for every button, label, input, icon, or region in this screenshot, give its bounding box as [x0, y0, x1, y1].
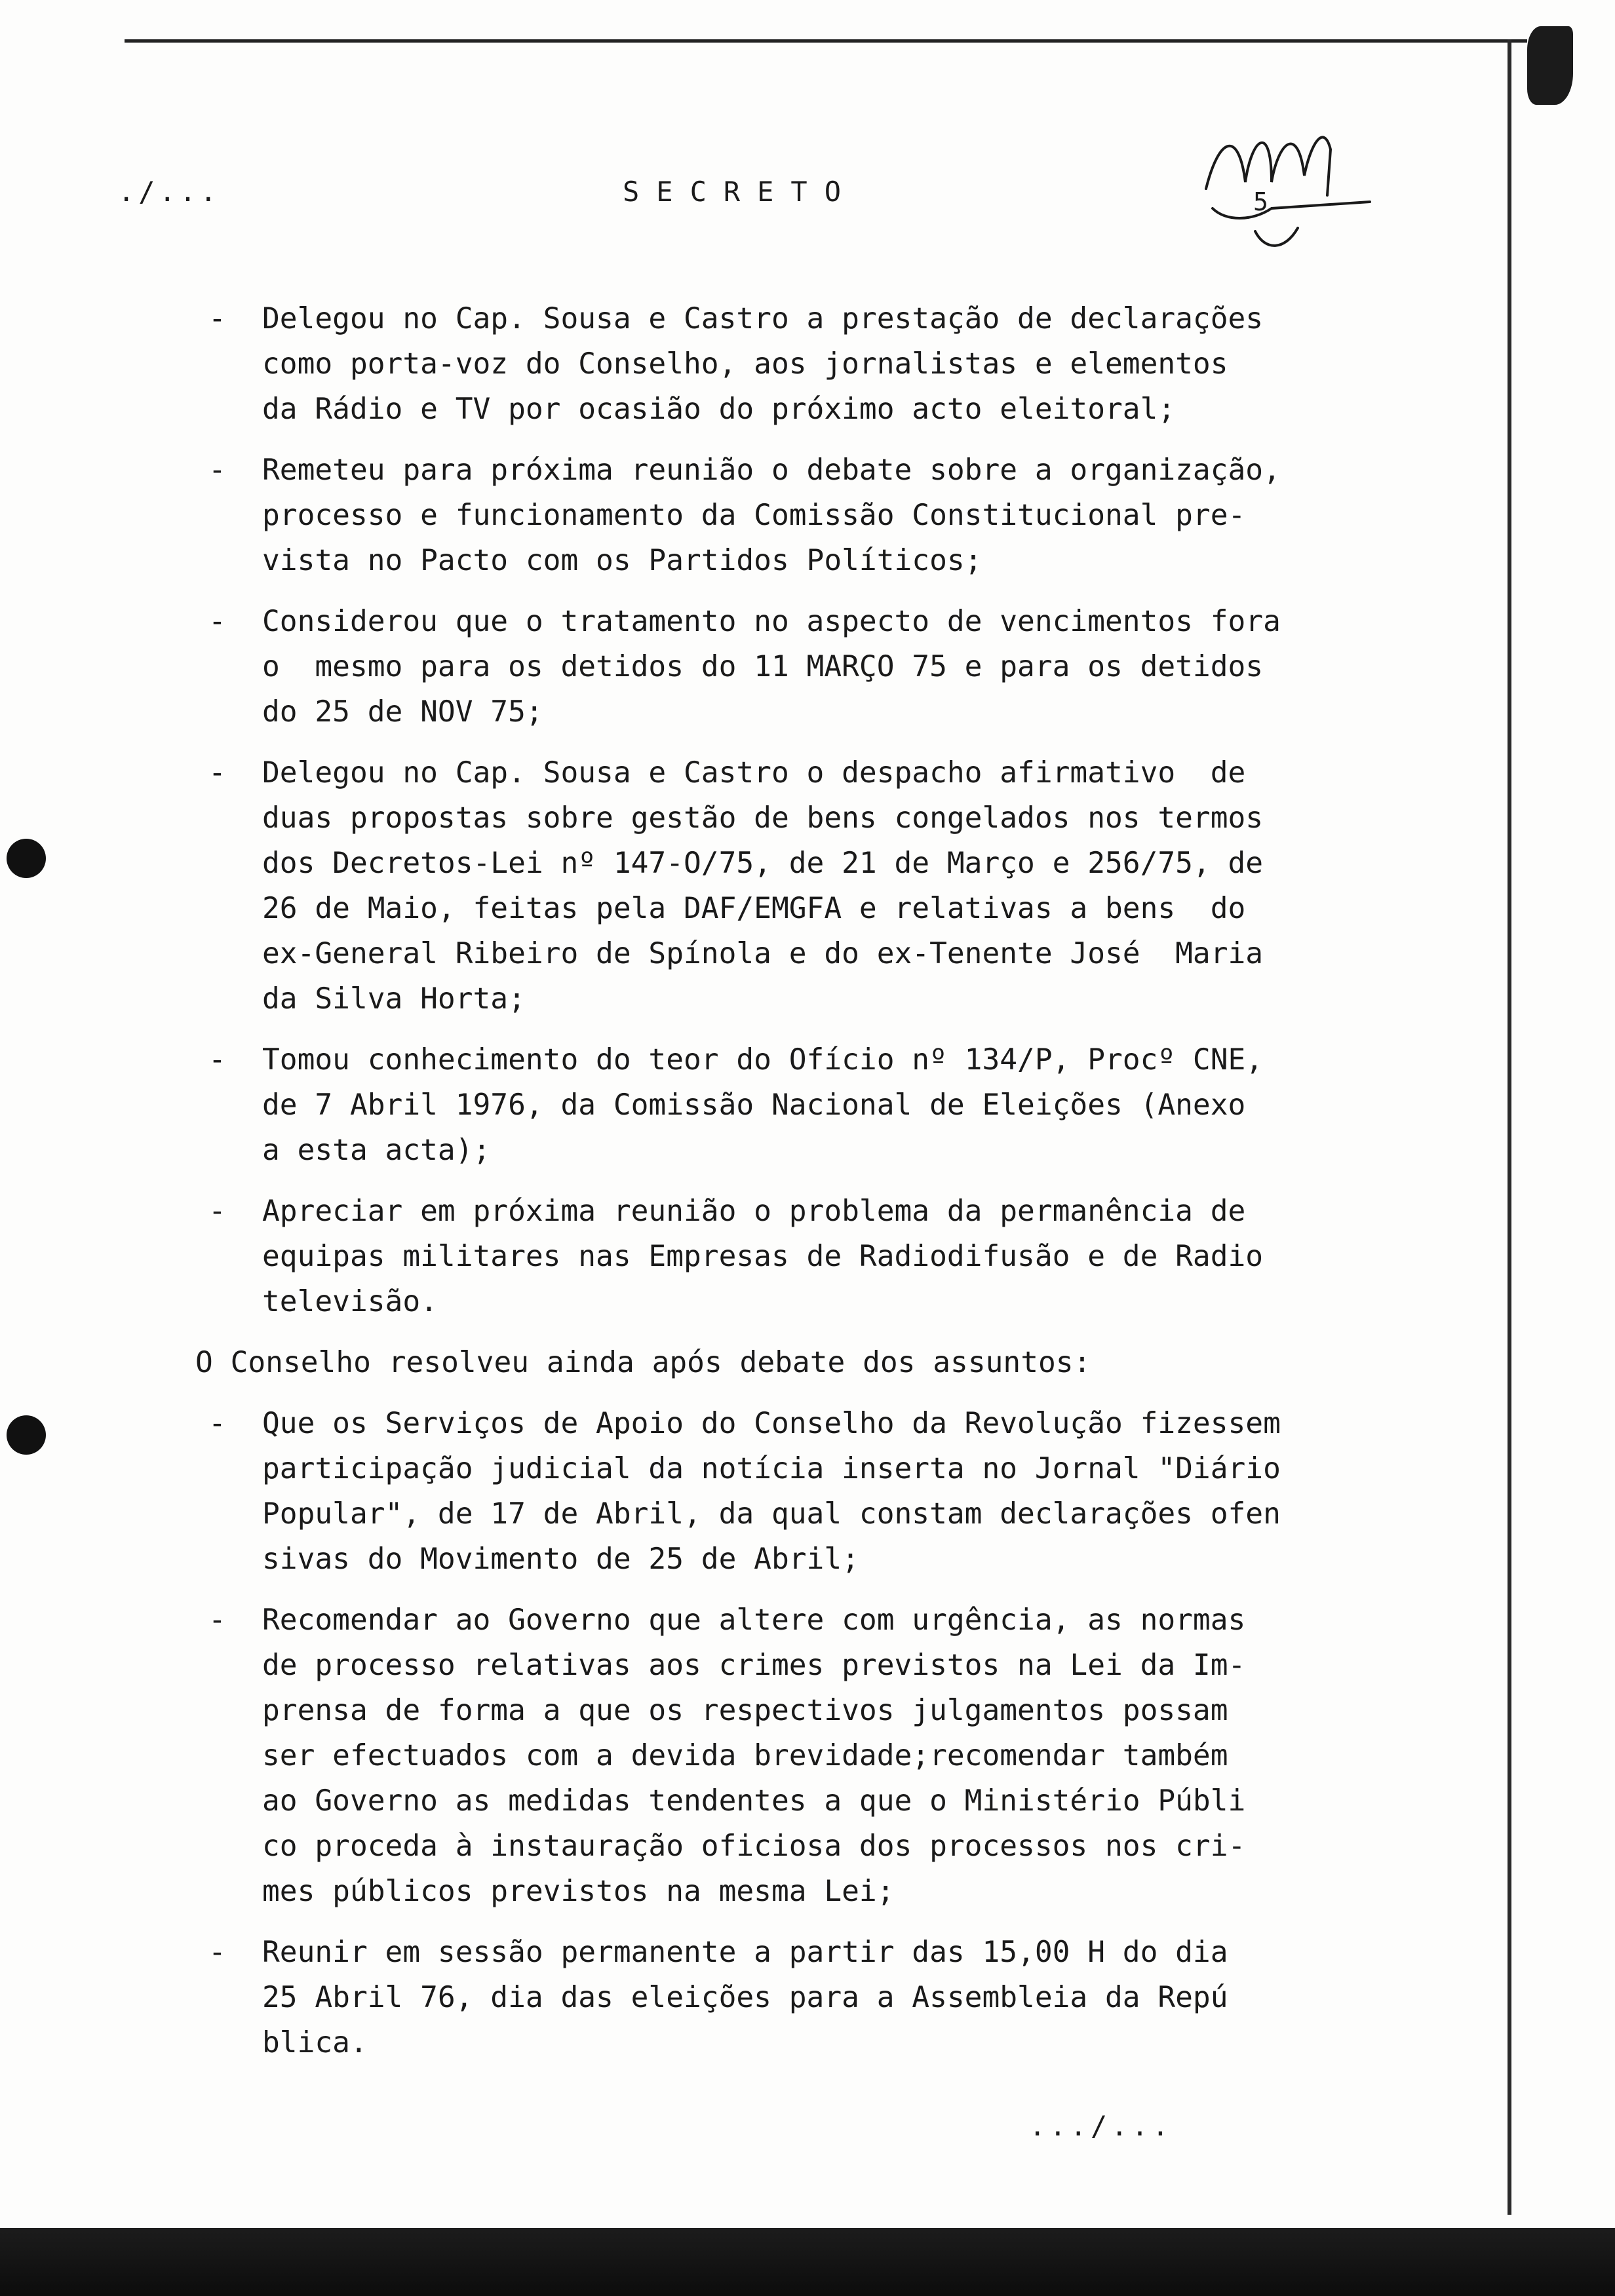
footer-continuation-mark: .../...: [1029, 2110, 1173, 2142]
list-item-text: Delegou no Cap. Sousa e Castro a prestação de declarações como porta-voz do Conselho, aos jornalistas e elementos da Rádio e TV por ocasião do próximo acto eleitoral;: [262, 302, 1264, 426]
list-item: [208, 448, 1336, 583]
bullet-dash: -: [208, 453, 226, 487]
page-number: 5: [1253, 187, 1268, 216]
list-item: [208, 1598, 1336, 1914]
list-item: [208, 1930, 1336, 2065]
list-item-text: Reunir em sessão permanente a partir das 15,00 H do dia 25 Abril 76, dia das eleições para a Assembleia da Repú blica.: [262, 1936, 1228, 2059]
bullet-dash: -: [208, 1407, 226, 1440]
bullet-dash: -: [208, 1043, 226, 1077]
list-item-text: Remeteu para próxima reunião o debate sobre a organização, processo e funcionamento da Comissão Constitucional pre- vista no Pacto com os Partidos Políticos;: [262, 453, 1281, 577]
punch-hole: [7, 839, 46, 878]
bullet-dash: -: [208, 1936, 226, 1969]
resolution-intro: O Conselho resolveu ainda após debate dos assuntos:: [195, 1346, 1091, 1379]
bullet-dash: -: [208, 1603, 226, 1637]
bullet-dash: -: [208, 756, 226, 790]
resolution-list: [208, 1401, 1336, 2065]
list-item-text: Que os Serviços de Apoio do Conselho da Revolução fizessem participação judicial da notícia inserta no Jornal "Diário Popular", de 17 de Abril, da qual constam declarações ofen sivas do Movimento de 25 de Abril;: [262, 1407, 1281, 1576]
list-item: [208, 750, 1336, 1022]
bullet-dash: -: [208, 302, 226, 335]
list-item: [208, 1401, 1336, 1582]
list-item-text: Delegou no Cap. Sousa e Castro o despacho afirmativo de duas propostas sobre gestão de bens congelados nos termos dos Decretos-Lei nº 147-O/75, de 21 de Março e 256/75, de 26 de Maio, feitas pela DAF/EMGFA e relativas a bens do ex-General Ribeiro de Spínola e do ex-Tenente José Maria da Silva Horta;: [262, 756, 1264, 1016]
list-item: [208, 296, 1336, 432]
minutes-body: [195, 296, 1336, 2081]
list-item-text: Considerou que o tratamento no aspecto de vencimentos fora o mesmo para os detidos do 11 MARÇO 75 e para os detidos do 25 de NOV 75;: [262, 605, 1281, 729]
scan-right-border: [1508, 39, 1511, 2215]
decision-list: [208, 296, 1336, 1324]
scan-top-rule: [125, 39, 1527, 43]
classification-label: SECRETO: [623, 176, 859, 208]
continuation-mark: ./...: [118, 176, 221, 208]
scan-bottom-band: [0, 2228, 1615, 2296]
page-header: [0, 176, 1615, 221]
list-item: [208, 1037, 1336, 1173]
list-item-text: Tomou conhecimento do teor do Ofício nº 134/P, Procº CNE, de 7 Abril 1976, da Comissão Nacional de Eleições (Anexo a esta acta);: [262, 1043, 1264, 1167]
punch-hole: [7, 1415, 46, 1455]
list-item-text: Recomendar ao Governo que altere com urgência, as normas de processo relativas aos crimes previstos na Lei da Im- prensa de forma a que os respectivos julgamentos possam ser efectuados com a devida brevidade;recomendar também ao Governo as medidas tendentes a que o Ministério Públi co proceda à instauração oficiosa dos processos nos cri- mes públicos previstos na mesma Lei;: [262, 1603, 1246, 1908]
list-item: [208, 1189, 1336, 1324]
list-item-text: Apreciar em próxima reunião o problema da permanência de equipas militares nas Empresas de Radiodifusão e de Radio televisão.: [262, 1195, 1264, 1318]
bullet-dash: -: [208, 1195, 226, 1228]
handwritten-initials-signature: [1193, 110, 1390, 280]
bullet-dash: -: [208, 605, 226, 638]
scan-corner-mark: [1527, 26, 1573, 105]
list-item: [208, 599, 1336, 735]
